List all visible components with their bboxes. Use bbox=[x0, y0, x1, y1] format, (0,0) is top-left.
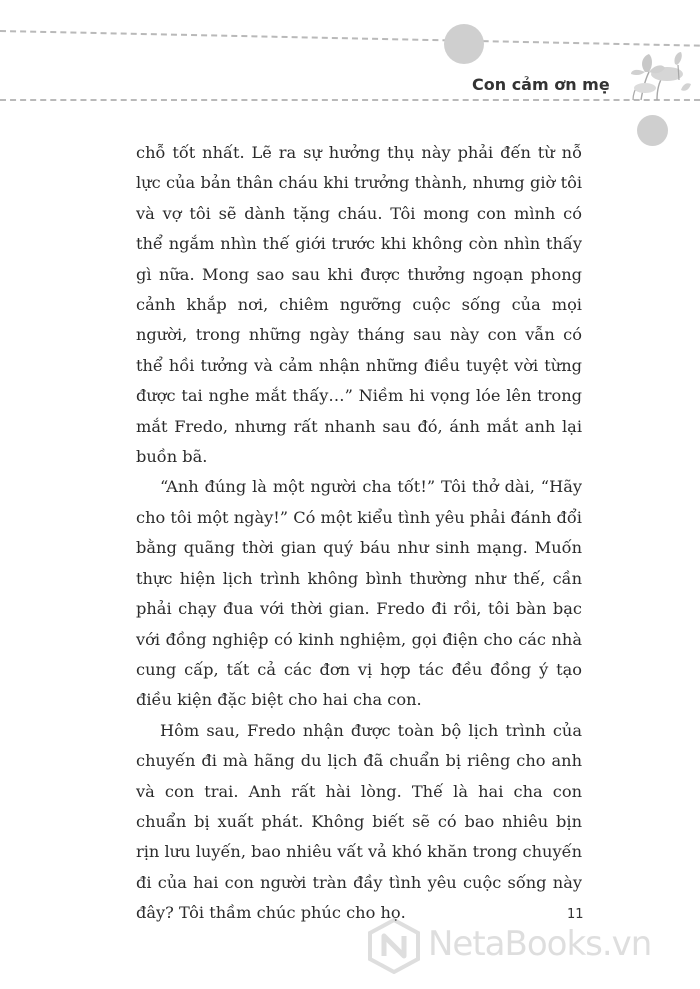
page-number: 11 bbox=[567, 907, 584, 922]
lotus-flower-icon bbox=[623, 50, 695, 102]
paragraph: Hôm sau, Fredo nhận được toàn bộ lịch trình của chuyến đi mà hãng du lịch đã chuẩn bị riêng cho anh và con trai. Anh rất hài lòng. Thế là hai cha con chuẩn bị xuất phát. Không biết sẽ có bao nhiêu bịn rịn lưu luyến, bao nhiêu vất vả khó khăn trong chuyến đi của hai con người tràn đầy tình yêu cuộc sống này đây? Tôi thầm chúc phúc cho họ. bbox=[136, 720, 582, 923]
paragraph: chỗ tốt nhất. Lẽ ra sự hưởng thụ này phải đến từ nỗ lực của bản thân cháu khi trưởng thành, nhưng giờ tôi và vợ tôi sẽ dành tặng cháu. Tôi mong con mình có thể ngắm nhìn thế giới trước khi không còn nhìn thấy gì nữa. Mong sao sau khi được thưởng ngoạn phong cảnh khắp nơi, chiêm ngưỡng cuộc sống của mọi người, trong những ngày tháng sau này con vẫn có thể hồi tưởng và cảm nhận những điều tuyệt vời từng được tai nghe mắt thấy…” Niềm hi vọng lóe lên trong mắt Fredo, nhưng rất nhanh sau đó, ánh mắt anh lại buồn bã. bbox=[136, 143, 582, 467]
decor-circle-top bbox=[444, 24, 484, 64]
decor-circle-right bbox=[637, 115, 668, 146]
paragraph: “Anh đúng là một người cha tốt!” Tôi thở dài, “Hãy cho tôi một ngày!” Có một kiểu tình yêu phải đánh đổi bằng quãng thời gian quý báu như sinh mạng. Muốn thực hiện lịch trình không bình thường như thế, cần phải chạy đua với thời gian. Fredo đi rồi, tôi bàn bạc với đồng nghiệp có kinh nghiệm, gọi điện cho các nhà cung cấp, tất cả các đơn vị hợp tác đều đồng ý tạo điều kiện đặc biệt cho hai cha con. bbox=[136, 477, 582, 710]
watermark bbox=[366, 916, 686, 976]
header-dashed-line-top bbox=[0, 30, 700, 47]
header-dashed-line-bottom bbox=[0, 99, 700, 101]
watermark-text: NetaBooks.vn bbox=[428, 924, 652, 964]
netabooks-logo-icon bbox=[366, 918, 422, 974]
running-header-title: Con cảm ơn mẹ bbox=[472, 75, 610, 94]
body-text bbox=[136, 138, 582, 929]
